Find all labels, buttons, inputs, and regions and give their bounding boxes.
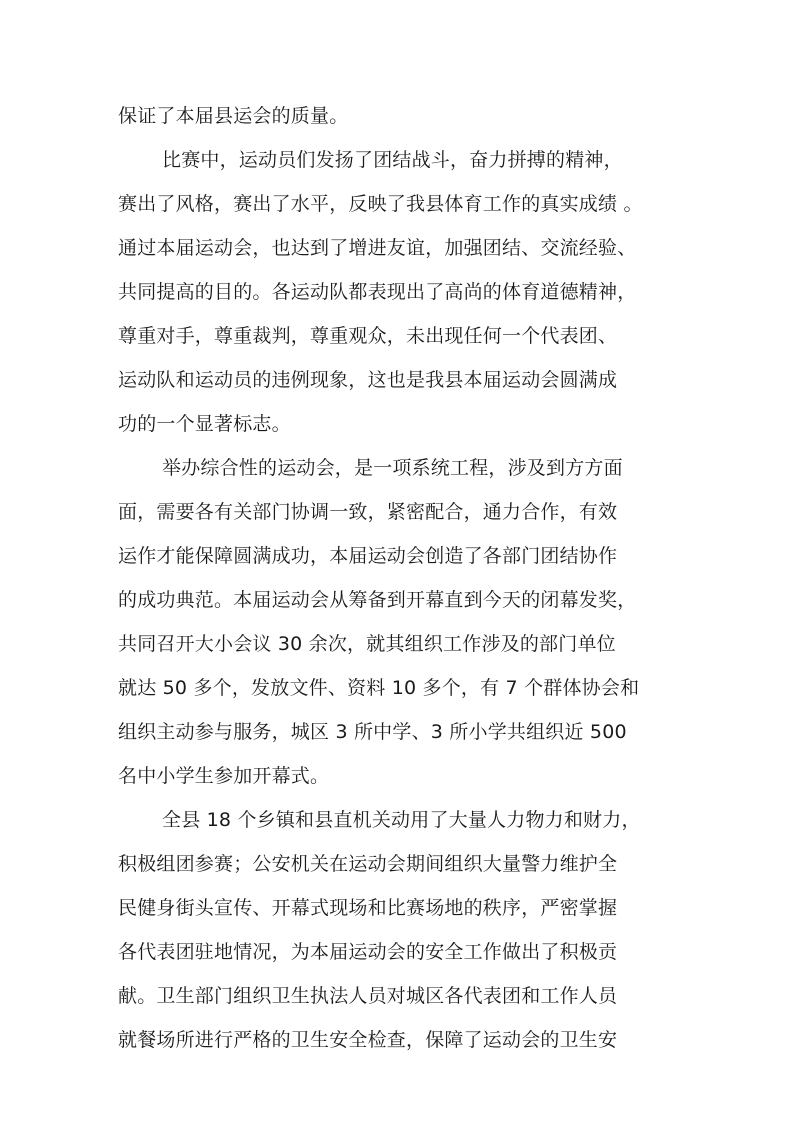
text-line: 名中小学生参加开幕式。 — [118, 765, 330, 787]
text-line: 各代表团驻地情况，为本届运动会的安全工作做出了积极贡 — [118, 941, 618, 963]
text-line: 保证了本届县运会的质量。 — [118, 105, 349, 127]
text-line: 面，需要各有关部门协调一致，紧密配合，通力合作，有效 — [118, 501, 618, 523]
text-line: 运作才能保障圆满成功，本届运动会创造了各部门团结协作 — [118, 545, 618, 567]
text-line: 共同召开大小会议 30 余次，就其组织工作涉及的部门单位 — [118, 633, 616, 655]
text-line: 共同提高的目的。各运动队都表现出了高尚的体育道德精神， — [118, 281, 637, 303]
text-line: 就餐场所进行严格的卫生安全检查，保障了运动会的卫生安 — [118, 1029, 618, 1051]
text-line: 献。卫生部门组织卫生执法人员对城区各代表团和工作人员 — [118, 985, 618, 1007]
text-line: 民健身街头宣传、开幕式现场和比赛场地的秩序，严密掌握 — [118, 897, 618, 919]
text-line: 全县 18 个乡镇和县直机关动用了大量人力物力和财力， — [162, 809, 641, 831]
text-line: 的成功典范。本届运动会从筹备到开幕直到今天的闭幕发奖， — [118, 589, 637, 611]
text-line: 举办综合性的运动会，是一项系统工程，涉及到方方面 — [162, 457, 623, 479]
text-line: 就达 50 多个，发放文件、资料 10 多个，有 7 个群体协会和 — [118, 677, 640, 699]
text-line: 尊重对手，尊重裁判，尊重观众，未出现任何一个代表团、 — [118, 325, 618, 347]
text-line: 比赛中，运动员们发扬了团结战斗，奋力拼搏的精神， — [162, 149, 623, 171]
text-line: 运动队和运动员的违例现象，这也是我县本届运动会圆满成 — [118, 369, 618, 391]
text-line: 赛出了风格，赛出了水平，反映了我县体育工作的真实成绩 。 — [118, 193, 643, 215]
text-line: 组织主动参与服务，城区 3 所中学、3 所小学共组织近 500 — [118, 721, 627, 743]
text-line: 通过本届运动会，也达到了增进友谊，加强团结、交流经验、 — [118, 237, 637, 259]
text-line: 功的一个显著标志。 — [118, 413, 291, 435]
text-line: 积极组团参赛；公安机关在运动会期间组织大量警力维护全 — [118, 853, 618, 875]
